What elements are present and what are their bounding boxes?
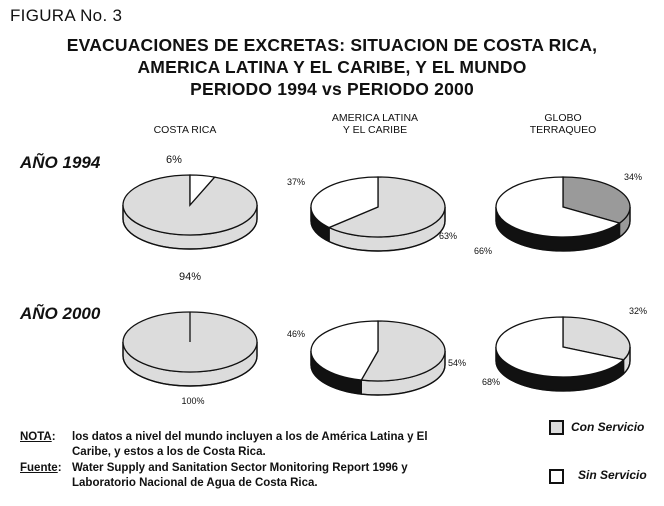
column-header-line: GLOBO [544, 112, 582, 124]
pie-percent-label: 46% [286, 329, 306, 339]
row-label-2000: AÑO 2000 [20, 304, 101, 323]
column-header-line: AMERICA LATINA [331, 112, 419, 124]
row-label-1994: AÑO 1994 [20, 153, 101, 172]
pie-chart [482, 306, 647, 391]
pie-chart [287, 321, 466, 395]
pie-percent-label: 37% [286, 177, 306, 187]
column-header-line: COSTA RICA [153, 124, 217, 136]
legend-swatch-sin-servicio [549, 469, 564, 484]
pie-percent-label: 68% [481, 377, 501, 387]
pie-percent-label: 66% [473, 246, 493, 256]
column-header-line: Y EL CARIBE [342, 124, 408, 136]
column-header-line: TERRAQUEO [529, 124, 597, 136]
pie-percent-label: 54% [447, 358, 467, 368]
chart-title-line-2: AMERICA LATINA Y EL CARIBE, Y EL MUNDO [137, 57, 527, 77]
legend-swatch-con-servicio [549, 420, 564, 435]
note-line: los datos a nivel del mundo incluyen a los de América Latina y El [72, 431, 428, 443]
pie-percent-label: 32% [628, 306, 648, 316]
pie-percent-label: 94% [178, 271, 202, 283]
chart-title-line-1: EVACUACIONES DE EXCRETAS: SITUACION DE COSTA RICA, [66, 35, 598, 55]
pie-percent-label: 6% [166, 154, 182, 166]
pie-chart [474, 172, 642, 256]
pie-chart [287, 177, 457, 251]
note-line: Water Supply and Sanitation Sector Monitoring Report 1996 y [72, 462, 408, 474]
legend-label-sin-servicio: Sin Servicio [578, 468, 647, 482]
pie-chart [123, 154, 257, 283]
note-line: Caribe, y estos a los de Costa Rica. [72, 446, 266, 458]
legend-label-con-servicio: Con Servicio [571, 420, 645, 434]
pie-percent-label: 100% [181, 396, 205, 406]
pie-chart [123, 312, 257, 406]
note-key-nota: NOTA: [20, 431, 56, 443]
note-key-fuente: Fuente: [20, 462, 62, 474]
nota-key-text: NOTA [20, 431, 52, 443]
pie-percent-label: 63% [438, 231, 458, 241]
note-line: Laboratorio Nacional de Agua de Costa Rica. [72, 477, 318, 489]
figure-label: FIGURA No. 3 [10, 6, 123, 25]
pie-percent-label: 34% [623, 172, 643, 182]
note-text-fuente [72, 461, 522, 491]
chart-title-line-3: PERIODO 1994 vs PERIODO 2000 [190, 79, 474, 99]
note-text-nota [72, 430, 522, 460]
fuente-key-text: Fuente [20, 462, 58, 474]
